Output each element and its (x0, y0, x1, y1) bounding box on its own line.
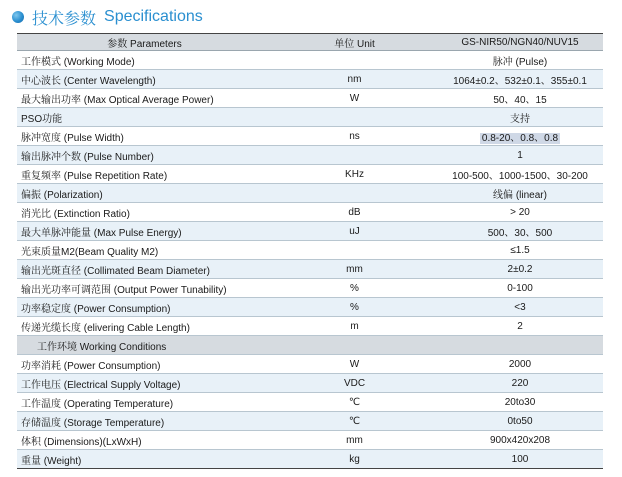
param-unit: mm (272, 260, 437, 279)
param-value: 20to30 (437, 393, 603, 412)
param-value: 50、40、15 (437, 89, 603, 108)
param-name: 工作模式 (Working Mode) (17, 51, 272, 70)
param-value: 500、30、500 (437, 222, 603, 241)
param-value: ≤1.5 (437, 241, 603, 260)
param-value: 脉冲 (Pulse) (437, 51, 603, 70)
param-name: 输出光斑直径 (Collimated Beam Diameter) (17, 260, 272, 279)
param-name: 传递光缆长度 (elivering Cable Length) (17, 317, 272, 336)
param-name: 重量 (Weight) (17, 450, 272, 469)
table-row (17, 184, 603, 203)
param-name: 存储温度 (Storage Temperature) (17, 412, 272, 431)
param-name: 重复频率 (Pulse Repetition Rate) (17, 165, 272, 184)
param-name: 中心波长 (Center Wavelength) (17, 70, 272, 89)
param-value: 100-500、1000-1500、30-200 (437, 165, 603, 184)
table-row (17, 146, 603, 165)
param-value: 线偏 (linear) (437, 184, 603, 203)
param-name: 最大单脉冲能量 (Max Pulse Energy) (17, 222, 272, 241)
param-unit: W (272, 89, 437, 108)
param-value: 1 (437, 146, 603, 165)
column-header-model: GS-NIR50/NGN40/NUV15 (437, 34, 603, 51)
param-value: > 20 (437, 203, 603, 222)
title-chinese: 技术参数 (32, 10, 97, 28)
table-row (17, 165, 603, 184)
table-row (17, 374, 603, 393)
param-value: 900x420x208 (437, 431, 603, 450)
param-unit (272, 146, 437, 165)
highlighted-value: 0.8-20、0.8、0.8 (481, 132, 559, 144)
param-unit (272, 241, 437, 260)
param-name: 光束质量M2(Beam Quality M2) (17, 241, 272, 260)
table-header-row (17, 34, 603, 51)
param-unit: dB (272, 203, 437, 222)
param-name: 工作温度 (Operating Temperature) (17, 393, 272, 412)
param-name: PSO功能 (17, 108, 272, 127)
table-row (17, 70, 603, 89)
param-name: 体积 (Dimensions)(LxWxH) (17, 431, 272, 450)
param-name: 功率消耗 (Power Consumption) (17, 355, 272, 374)
param-unit: W (272, 355, 437, 374)
param-name: 工作电压 (Electrical Supply Voltage) (17, 374, 272, 393)
param-name: 偏振 (Polarization) (17, 184, 272, 203)
param-unit: % (272, 279, 437, 298)
param-value: 0-100 (437, 279, 603, 298)
param-unit: mm (272, 431, 437, 450)
table-row (17, 108, 603, 127)
table-row (17, 355, 603, 374)
title-english: Specifications (104, 8, 203, 25)
section-title-working-conditions: 工作环境 Working Conditions (17, 336, 603, 355)
param-unit (272, 51, 437, 70)
param-value: 支持 (437, 108, 603, 127)
param-unit: kg (272, 450, 437, 469)
table-row (17, 203, 603, 222)
param-unit: % (272, 298, 437, 317)
param-unit (272, 184, 437, 203)
param-value: 220 (437, 374, 603, 393)
param-name: 脉冲宽度 (Pulse Width) (17, 127, 272, 146)
param-name: 最大输出功率 (Max Optical Average Power) (17, 89, 272, 108)
column-header-parameters: 参数 Parameters (17, 34, 272, 51)
table-row (17, 260, 603, 279)
param-unit: VDC (272, 374, 437, 393)
table-row (17, 431, 603, 450)
param-unit (272, 108, 437, 127)
param-unit: m (272, 317, 437, 336)
specifications-table (17, 33, 603, 469)
working-conditions-section-header (17, 336, 603, 355)
param-unit: ℃ (272, 412, 437, 431)
table-row (17, 222, 603, 241)
table-row (17, 393, 603, 412)
param-value: <3 (437, 298, 603, 317)
param-value: 100 (437, 450, 603, 469)
param-name: 功率稳定度 (Power Consumption) (17, 298, 272, 317)
param-unit: KHz (272, 165, 437, 184)
param-unit: ns (272, 127, 437, 146)
param-unit: uJ (272, 222, 437, 241)
param-value: 2000 (437, 355, 603, 374)
param-value: 0to50 (437, 412, 603, 431)
section-title (12, 6, 203, 28)
column-header-unit: 单位 Unit (272, 34, 437, 51)
table-row (17, 450, 603, 469)
table-row (17, 51, 603, 70)
param-unit: nm (272, 70, 437, 89)
param-value: 2 (437, 317, 603, 336)
table-row (17, 127, 603, 146)
param-value (437, 127, 603, 146)
param-unit: ℃ (272, 393, 437, 412)
param-name: 消光比 (Extinction Ratio) (17, 203, 272, 222)
table-row (17, 279, 603, 298)
bullet-dot-icon (12, 11, 24, 23)
table-row (17, 298, 603, 317)
table-row (17, 241, 603, 260)
table-row (17, 89, 603, 108)
table-row (17, 317, 603, 336)
param-value: 2±0.2 (437, 260, 603, 279)
param-name: 输出光功率可调范围 (Output Power Tunability) (17, 279, 272, 298)
table-row (17, 412, 603, 431)
param-value: 1064±0.2、532±0.1、355±0.1 (437, 70, 603, 89)
param-name: 输出脉冲个数 (Pulse Number) (17, 146, 272, 165)
